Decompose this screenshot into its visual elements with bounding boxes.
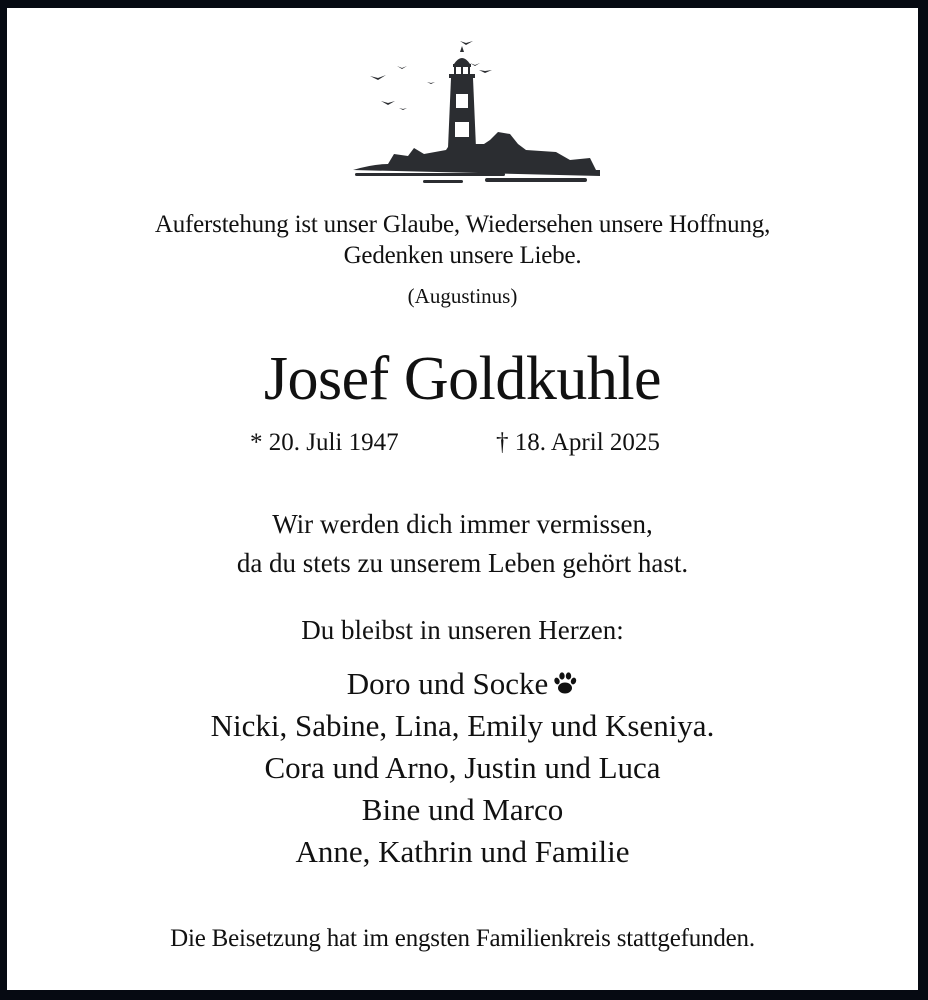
birth-date: * 20. Juli 1947 <box>250 429 399 456</box>
quote-line: Gedenken unsere Liebe. <box>343 242 582 269</box>
deceased-name: Josef Goldkuhle <box>263 345 662 413</box>
paw-icon <box>552 671 578 695</box>
message-line: da du stets zu unserem Leben gehört hast. <box>236 548 689 578</box>
quote-author: (Augustinus) <box>407 284 518 308</box>
life-dates <box>7 429 918 461</box>
quote-line: Auferstehung ist unser Glaube, Wiedersehen unsere Hoffnung, <box>154 211 771 238</box>
closing-note: Die Beisetzung hat im engsten Familienkreis stattgefunden. <box>170 925 755 952</box>
message-line: Wir werden dich immer vermissen, <box>272 509 653 539</box>
mourner-line: Cora und Arno, Justin und Luca <box>264 750 661 785</box>
mourner-line: Nicki, Sabine, Lina, Emily und Kseniya. <box>210 708 715 743</box>
message-intro: Du bleibst in unseren Herzen: <box>301 615 624 645</box>
obituary-card <box>7 8 918 990</box>
lighthouse-icon <box>335 30 605 190</box>
mourner-names: Doro und Socke <box>346 666 549 701</box>
death-date: † 18. April 2025 <box>496 429 660 456</box>
mourner-line: Anne, Kathrin und Familie <box>295 834 630 869</box>
mourner-line <box>7 666 918 702</box>
mourner-line: Bine und Marco <box>361 792 564 827</box>
